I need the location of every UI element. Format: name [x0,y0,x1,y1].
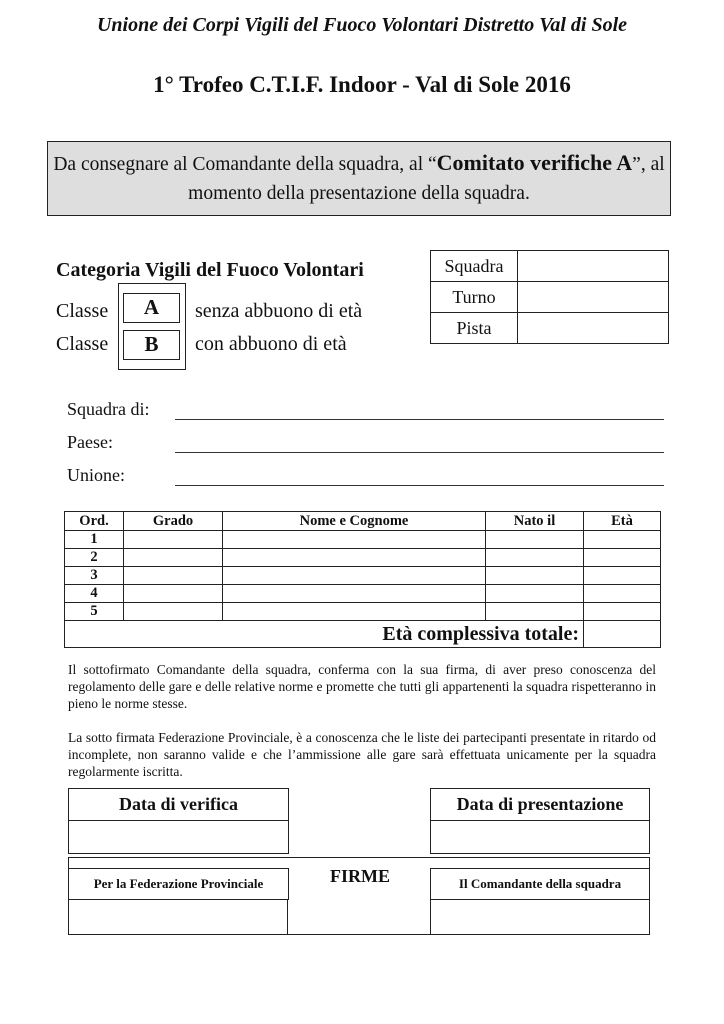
class-b-box[interactable]: B [123,330,180,360]
federation-declaration: La sotto firmata Federazione Provinciale, è a conoscenza che le liste dei partecipanti presentate in ritardo od incomplete, non saranno valide e che l’ammissione alle gare sarà effettuata unicamente per la squadra regolarmente iscritta. [68,730,656,779]
team-assignment-table [430,250,669,344]
notice-text-end: ”, al momento della presentazione della squadra. [188,154,665,204]
squadra-field[interactable] [518,251,669,282]
nato-cell[interactable] [486,549,584,567]
turno-field[interactable] [518,282,669,313]
table-row [431,251,669,282]
presentation-date-field[interactable] [431,821,649,853]
paese-label: Paese: [67,432,113,452]
notice-text-start: Da consegnare al Comandante della squadra, al “ [53,154,437,175]
total-row [65,621,661,648]
grado-cell[interactable] [124,585,223,603]
nato-cell[interactable] [486,585,584,603]
nome-cell[interactable] [223,603,486,621]
table-row [65,531,661,549]
table-row [65,585,661,603]
verification-date-box [68,788,289,854]
turno-label: Turno [431,282,518,313]
presentation-date-box [430,788,650,854]
squadra-di-label: Squadra di: [67,399,150,419]
class-b-description: con abbuono di età [195,333,347,355]
page-title: 1° Trofeo C.T.I.F. Indoor - Val di Sole 2016 [153,72,571,97]
total-age-label: Età complessiva totale: [65,621,584,648]
federation-signature-field[interactable] [69,900,288,934]
table-row [431,282,669,313]
class-a-box[interactable]: A [123,293,180,323]
commander-signature-field[interactable] [430,900,649,934]
unione-field[interactable] [175,467,664,486]
eta-cell[interactable] [584,603,661,621]
signatures-title: FIRME [330,866,390,886]
nome-cell[interactable] [223,567,486,585]
class-a-description: senza abbuono di età [195,300,363,322]
pista-field[interactable] [518,313,669,344]
total-age-field[interactable] [584,621,661,648]
eta-cell[interactable] [584,567,661,585]
eta-cell[interactable] [584,531,661,549]
squadra-label: Squadra [431,251,518,282]
column-header-ord: Ord. [65,512,124,531]
nome-cell[interactable] [223,531,486,549]
paese-field[interactable] [175,434,664,453]
class-a-label: Classe [56,300,109,322]
grado-cell[interactable] [124,603,223,621]
nome-cell[interactable] [223,585,486,603]
row-number: 4 [65,585,124,603]
delivery-notice [47,141,671,216]
federation-signature-label: Per la Federazione Provinciale [68,868,289,900]
table-row [65,549,661,567]
grado-cell[interactable] [124,549,223,567]
column-header-nome: Nome e Cognome [223,512,486,531]
column-header-nato: Nato il [486,512,584,531]
table-row [65,567,661,585]
row-number: 2 [65,549,124,567]
column-header-eta: Età [584,512,661,531]
roster-table [64,511,661,648]
nome-cell[interactable] [223,549,486,567]
row-number: 5 [65,603,124,621]
eta-cell[interactable] [584,585,661,603]
commander-declaration: Il sottofirmato Comandante della squadra, conferma con la sua firma, di aver preso conoscenza del regolamento delle gare e delle relative norme e promette che tutti gli appartenenti la squadra rispetteranno in pieno le norme stesse. [68,662,656,711]
eta-cell[interactable] [584,549,661,567]
column-header-grado: Grado [124,512,223,531]
commander-signature-label: Il Comandante della squadra [430,868,650,900]
verification-date-field[interactable] [69,821,288,853]
pista-label: Pista [431,313,518,344]
nato-cell[interactable] [486,603,584,621]
row-number: 1 [65,531,124,549]
category-title: Categoria Vigili del Fuoco Volontari [56,259,364,281]
roster-header-row [65,512,661,531]
table-row [65,603,661,621]
organization-heading: Unione dei Corpi Vigili del Fuoco Volontari Distretto Val di Sole [96,14,628,36]
verification-date-label: Data di verifica [69,789,288,821]
presentation-date-label: Data di presentazione [431,789,649,821]
grado-cell[interactable] [124,531,223,549]
nato-cell[interactable] [486,567,584,585]
table-row [431,313,669,344]
class-b-label: Classe [56,333,109,355]
unione-label: Unione: [67,465,125,485]
grado-cell[interactable] [124,567,223,585]
squadra-di-field[interactable] [175,401,664,420]
nato-cell[interactable] [486,531,584,549]
notice-committee: Comitato verifiche A [436,150,633,175]
row-number: 3 [65,567,124,585]
